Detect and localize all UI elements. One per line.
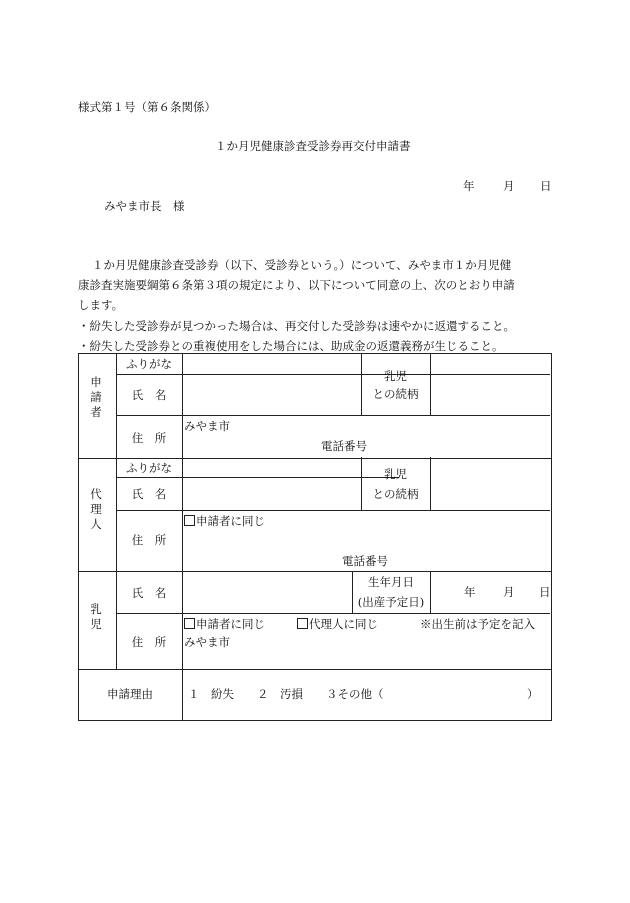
checkbox-icon[interactable] (184, 618, 195, 629)
agent-phone-label: 電話番号 (342, 554, 388, 568)
date-month-label: 月 (503, 179, 515, 193)
infant-birth-note: ※出生前は予定を記入 (420, 617, 535, 631)
infant-address-field[interactable]: みやま市 (184, 635, 230, 649)
addressee: みやま市長 様 (104, 199, 185, 213)
agent-same-as-applicant-checkbox[interactable]: 申請者に同じ (184, 514, 265, 528)
date-year-label: 年 (463, 179, 475, 193)
agent-furigana-label: ふりがな (126, 461, 172, 475)
applicant-furigana-field[interactable] (184, 357, 360, 371)
agent-address-label: 住 所 (131, 533, 167, 547)
agent-name-field[interactable] (184, 481, 360, 507)
applicant-phone-label: 電話番号 (321, 439, 367, 453)
paragraph-line: 康診査実施要綱第６条第３項の規定により、以下について同意の上、次のとおり申請 (78, 278, 515, 292)
infant-birth-day-label: 日 (539, 585, 551, 599)
agent-relation-label: との続柄 (372, 487, 419, 501)
date-day-label: 日 (540, 179, 552, 193)
agent-relation-label: 乳児 (384, 467, 407, 481)
reason-close-paren: ） (527, 687, 539, 701)
infant-address-label: 住 所 (131, 635, 167, 649)
infant-birth-year-label: 年 (464, 585, 476, 599)
agent-name-label: 氏 名 (131, 487, 167, 501)
agent-furigana-field[interactable] (184, 461, 360, 475)
checkbox-icon[interactable] (297, 618, 308, 629)
applicant-address-field[interactable]: みやま市 (184, 419, 230, 433)
consent-bullet: ・紛失した受診券が見つかった場合は、再交付した受診券は速やかに返還すること。 (78, 319, 515, 333)
infant-birth-label: 生年月日 (368, 575, 414, 589)
checkbox-icon[interactable] (184, 515, 195, 526)
consent-bullet: ・紛失した受診券との重複使用をした場合には、助成金の返還義務が生じること。 (78, 339, 504, 353)
agent-section-label: 代理人 (90, 487, 102, 531)
infant-name-label: 氏 名 (131, 586, 167, 600)
applicant-furigana-label: ふりがな (126, 357, 172, 371)
paragraph-line: します。 (78, 298, 124, 312)
infant-birth-month-label: 月 (503, 585, 515, 599)
form-number: 様式第１号（第６条関係） (78, 100, 216, 114)
applicant-relation-field[interactable] (434, 357, 546, 409)
applicant-relation-label: 乳児 (384, 369, 407, 383)
form-title: １か月児健康診査受診券再交付申請書 (215, 139, 411, 153)
infant-birth-label: (出産予定日) (357, 595, 425, 609)
infant-section-label: 乳児 (90, 602, 102, 631)
infant-same-as-agent-checkbox[interactable]: 代理人に同じ (297, 617, 378, 631)
applicant-name-label: 氏 名 (131, 388, 167, 402)
applicant-relation-label: との続柄 (372, 387, 419, 401)
applicant-address-label: 住 所 (131, 431, 167, 445)
reason-options[interactable]: １ 紛失 ２ 汚損 ３その他（ (188, 687, 384, 701)
agent-relation-field[interactable] (434, 461, 546, 507)
infant-same-as-applicant-checkbox[interactable]: 申請者に同じ (184, 617, 265, 631)
applicant-section-label: 申請者 (90, 375, 102, 419)
applicant-name-field[interactable] (184, 379, 360, 409)
reason-label: 申請理由 (107, 687, 153, 701)
paragraph-line: １か月児健康診査受診券（以下、受診券という。）について、みやま市１か月児健 (92, 258, 512, 272)
infant-name-field[interactable] (184, 575, 350, 609)
